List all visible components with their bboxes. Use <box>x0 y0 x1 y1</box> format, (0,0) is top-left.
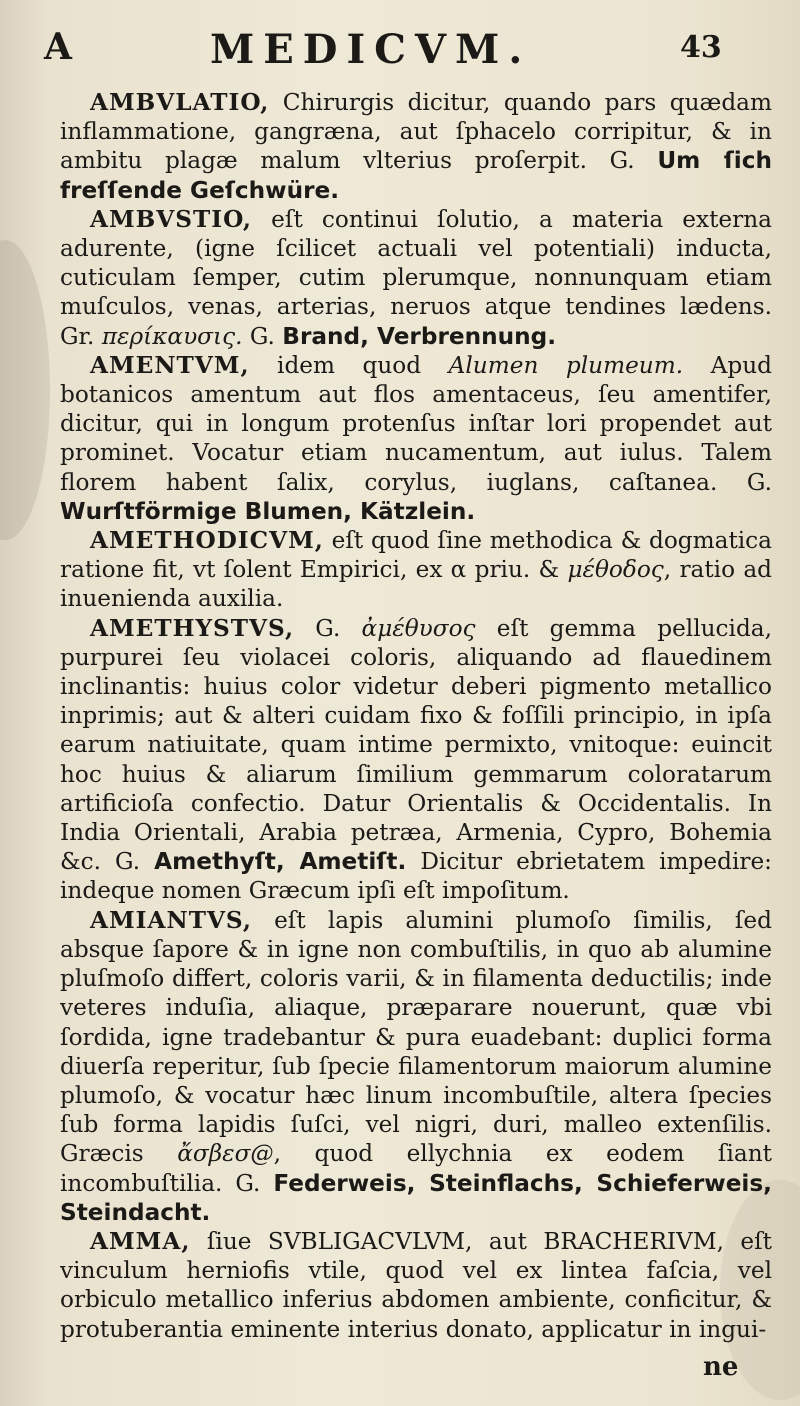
header-letter: A <box>44 26 74 68</box>
entry-amiantus <box>60 906 772 1227</box>
definition-text: idem quod <box>249 351 449 379</box>
entry-amentum <box>60 351 772 526</box>
definition-text: , ratio ad inuenienda auxilia. <box>60 556 772 613</box>
page-number: 43 <box>680 30 722 65</box>
entry-amethystus <box>60 614 772 906</box>
lemma: AMBVLATIO, <box>90 89 270 116</box>
definition-text: Dicitur ebrietatem impedire: indeque nomen Græcum ipſi eſt impoſitum. <box>60 848 772 905</box>
header-title: MEDICVM. <box>210 26 532 73</box>
greek-term: περίκαυσις. <box>101 322 243 350</box>
lemma: AMBVSTIO, <box>90 205 253 233</box>
running-header <box>0 18 800 78</box>
entry-amma <box>60 1227 772 1344</box>
entry-ambustio <box>60 205 772 351</box>
german-term: Amethyſt, Ametiſt. <box>154 848 407 876</box>
definition-text: eſt gemma pellucida, purpurei ſeu violacei coloris, aliquando ad flauedinem inclinantis: huius color videtur deberi pigmento metallico inprimis; aut & alteri cuidam fixo & foſſili principio, in ipſa earum natiuitate, quam intime permixto, vnitoque: euincit hoc huius & aliarum ſimilium gemmarum coloratarum artificioſa confectio. Datur Orientalis & Occidentalis. In India Orientali, Arabia petræa, Armenia, Cypro, Bohemia &c. G. <box>60 614 772 876</box>
definition-text: Apud botanicos amentum aut flos amentaceus, ſeu amentifer, dicitur, qui in longum protenſus inſtar lori propendet aut prominet. Vocatur etiam nucamentum, aut iulus. Talem florem habent ſalix, corylus, iuglans, caſtanea. G. <box>60 351 772 496</box>
definition-text: Chirurgis dicitur, quando pars quædam inflammatione, gangræna, aut ſphacelo corripitur, & in ambitu plagæ malum vlterius proſerpit. G. <box>60 89 772 175</box>
greek-term: ἄσβεσ@ <box>177 1140 274 1168</box>
german-term: Um ſich freſſende Geſchwüre. <box>60 147 772 204</box>
greek-term: ἀμέθυσος <box>361 614 476 642</box>
german-term: Federweis, Steinflachs, Schieferweis, Steindacht. <box>60 1169 772 1226</box>
lemma: AMIANTVS, <box>90 906 252 934</box>
italic-term: Alumen plumeum. <box>448 351 684 379</box>
dictionary-column <box>60 88 772 1344</box>
lemma: AMENTVM, <box>90 351 250 379</box>
german-term: Wurſtförmige Blumen, Kätzlein. <box>60 497 476 525</box>
entry-amethodicum <box>60 526 772 614</box>
definition-text: ſiue SVBLIGACVLVM, aut BRACHERIVM, eſt vinculum herniofis vtile, quod vel ex lintea faſcia, vel orbiculo metallico inferius abdomen ambiente, conficitur, & protuberantia eminente interius donato, applicatur in ingui- <box>60 1227 772 1343</box>
definition-text: eſt continui ſolutio, a materia externa adurente, (igne ſcilicet actuali vel potentiali) inducta, cuticulam ſemper, cutim plerumque, nonnunquam etiam muſculos, venas, arterias, neruos atque tendines lædens. Gr. <box>60 205 772 350</box>
lemma: AMETHYSTVS, <box>90 614 295 642</box>
entry-ambulatio <box>60 88 772 205</box>
definition-text: G. <box>294 614 362 642</box>
definition-text: , quod ellychnia ex eodem ſiant incombuſtilia. G. <box>60 1140 772 1197</box>
catchword: ne <box>703 1352 739 1382</box>
lemma: AMETHODICVM, <box>90 527 324 555</box>
definition-text: eſt quod ſine methodica & dogmatica ratione fit, vt ſolent Empirici, ex α priu. & <box>60 527 772 584</box>
page-stain <box>0 240 50 540</box>
greek-term: μέθοδος <box>567 556 664 584</box>
german-term: Brand, Verbrennung. <box>282 322 557 350</box>
lemma: AMMA, <box>90 1227 191 1255</box>
definition-text: G. <box>242 322 283 350</box>
definition-text: eſt lapis alumini plumoſo ſimilis, ſed absque ſapore & in igne non combuſtilis, in quo ab alumine pluſmoſo differt, coloris varii, & in filamenta deductilis; inde veteres induſia, aliaque, præparare nouerunt, quæ vbi ſordida, igne tradebantur & pura euadebant: duplici forma diuerſa reperitur, ſub ſpecie filamentorum maiorum alumine plumoſo, & vocatur hæc linum incombuſtile, altera ſpecies ſub forma lapidis ſuſci, vel nigri, duri, malleo extenſilis. Græcis <box>60 906 772 1168</box>
